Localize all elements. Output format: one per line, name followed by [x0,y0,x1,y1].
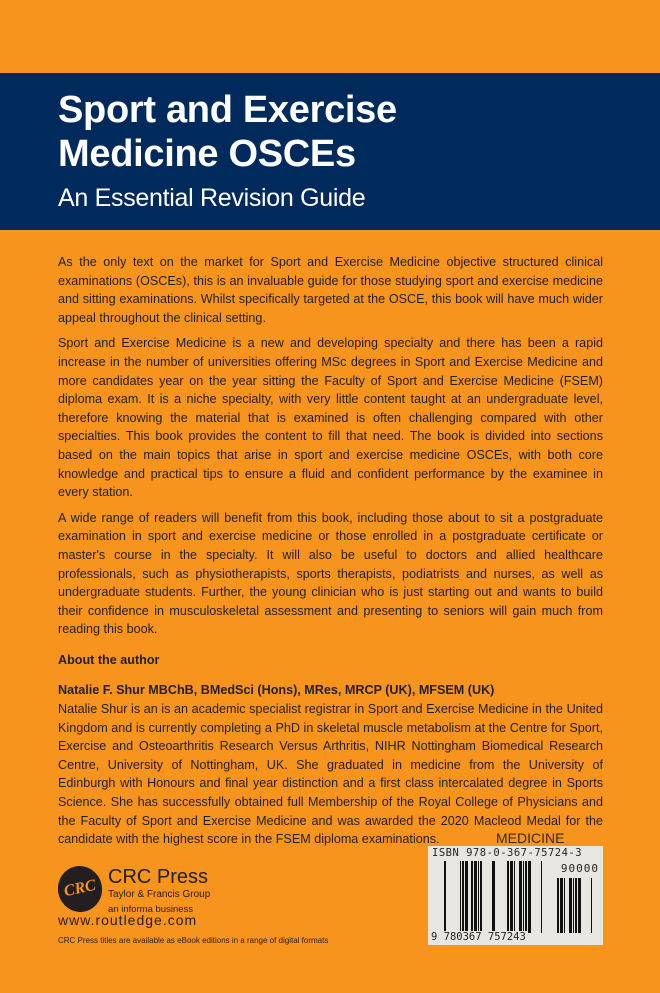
bar [528,861,531,933]
bar [525,861,527,933]
book-subtitle: An Essential Revision Guide [58,184,366,212]
bar [471,861,473,933]
author-name: Natalie F. Shur MBChB, BMedSci (Hons), MRes, MRCP (UK), MFSEM (UK) [58,683,495,698]
bar [465,861,468,933]
bar [460,861,461,933]
bar [591,878,592,933]
barcode [428,846,603,945]
bar [492,861,495,933]
bar [514,861,515,933]
price-barcode-bars [548,878,598,933]
ean-number: 9 780367 757243 [431,931,526,943]
bar [575,878,577,933]
isbn: ISBN 978-0-367-75724-3 [432,847,583,859]
bar [444,861,446,933]
ebook-note: CRC Press titles are available as eBook editions in a range of digital formats [58,936,329,945]
paragraph: A wide range of readers will benefit from this book, including those about to sit a postgraduate examination in sport and exercise medicine or those enrolled in a postgraduate certificate or master's course in the specialty. It will also be useful to doctors and allied healthcare professionals, such as physiotherapists, sports therapists, podiatrists and nurses, as well as undergraduate students. Further, the young clinician who is just starting out and wants to build their confidence in musculoskeletal assessment and presenting to seniors will gain much from reading this book. [58,510,603,637]
crc-logo: CRC [54,862,107,916]
bar [523,861,524,933]
bar [578,878,581,933]
bar [507,861,509,933]
price-code: 90000 [560,862,599,875]
publisher-name: CRC Press [108,866,209,888]
website[interactable]: www.routledge.com [58,912,198,928]
about-heading: About the author [58,652,160,667]
informa-tagline: an informa business [108,904,194,915]
publisher-group: Taylor & Francis Group [108,889,211,900]
paragraph: Sport and Exercise Medicine is a new and developing specialty and there has been a rapid increase in the number of universities offering MSc degrees in Sport and Exercise Medicine and more candidates year on the year sitting the Faculty of Sport and Exercise Medicine (FSEM) diploma exam. It is a niche specialty, with very little content taught at an undergraduate level, therefore knowing the material that is examined is often challenging compared with other specialties. This book provides the content to fill that need. The book is divided into sections based on the main topics that arise in sport and exercise medicine OSCEs, with both core knowledge and practical tips to ensure a fluid and confident performance by the examinee in every station. [58,336,603,500]
category-label: MEDICINE [496,830,565,846]
bar [560,878,563,933]
bar [462,861,464,933]
bar [573,878,574,933]
blurb [58,253,603,856]
barcode-bars [438,861,542,933]
paragraph: As the only text on the market for Sport and Exercise Medicine objective structured clinical examinations (OSCEs), this is an invaluable guide for those studying sport and exercise medicine and sitting examinations. Whilst specifically targeted at the OSCE, this book will have much wider appeal throughout the clinical setting. [58,255,603,325]
author-bio: Natalie Shur is an is an academic specialist registrar in Sport and Exercise Medicine in the United Kingdom and is currently completing a PhD in skeletal muscle metabolism at the Centre for Sport, Exercise and Osteoarthritis Research Versus Arthritis, NIHR Nottingham Biomedical Research Centre, University of Nottingham, UK. She graduated in medicine from the University of Edinburgh with Honours and final year distinction and a first class intercalated degree in Sports Science. She has successfully obtained full Membership of the Royal College of Physicians and the Faculty of Sport and Exercise Medicine and was awarded the 2020 Macleod Medal for the candidate with the highest score in the FSEM diploma examinations. [58,702,603,847]
bar [557,878,559,933]
bar [519,861,522,933]
bar [569,878,572,933]
bar [474,861,477,933]
bar [564,878,565,933]
bar [480,861,482,933]
bar [510,861,513,933]
book-title: Sport and Exercise Medicine OSCEs [58,89,397,175]
bar [478,861,479,933]
bar [541,861,542,933]
